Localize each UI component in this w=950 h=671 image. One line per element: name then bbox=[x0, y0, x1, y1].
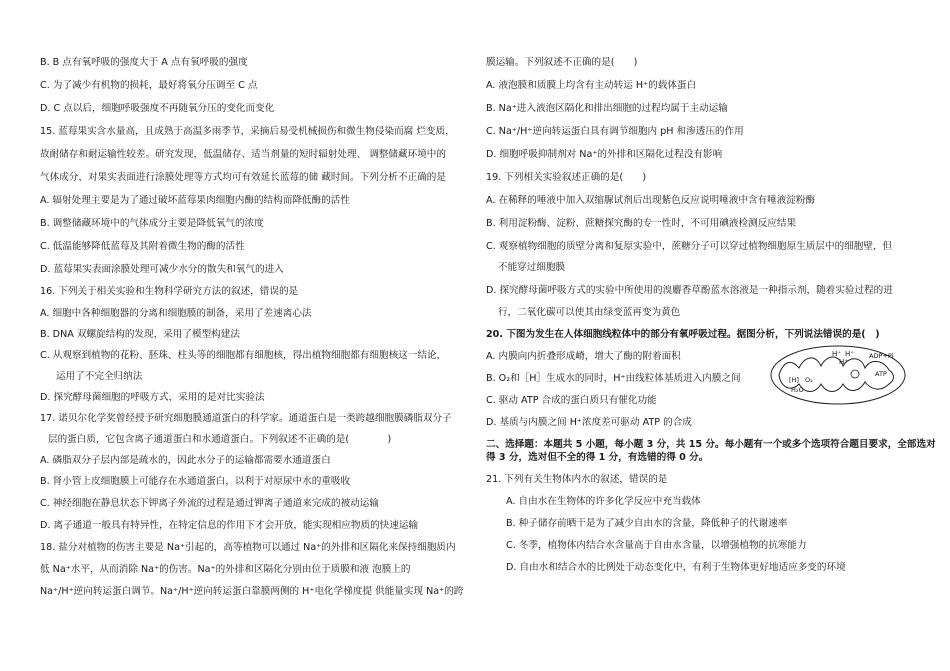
option-b: B. O₂和［H］生成水的同时，H⁺由线粒体基质进入内膜之间 bbox=[486, 373, 741, 384]
question-17-stem: 17. 诺贝尔化学奖曾经授予研究细胞膜通道蛋白的科学家。通道蛋白是一类跨越细胞膜磷脂双分子 bbox=[40, 413, 452, 424]
question-18-stem: 18. 盐分对植物的伤害主要是 Na⁺引起的，高等植物可以通过 Na⁺的外排和区隔化来保持细胞质内 bbox=[40, 542, 456, 553]
diagram-label: ATP bbox=[875, 370, 887, 378]
text-line: 膜运输。下列叙述不正确的是( ) bbox=[486, 57, 638, 68]
text-line: 层的蛋白质，它包含离子通道蛋白和水通道蛋白。下列叙述不正确的是( ) bbox=[48, 434, 392, 445]
diagram-label: H₂O bbox=[791, 386, 804, 394]
text-line: 故耐储存和耐运输性较差。研究发现，低温储存、适当剂量的短时辐射处理、 调整储藏环境中的 bbox=[40, 149, 446, 160]
diagram-label: H⁺ bbox=[845, 350, 854, 358]
option-a: A. 自由水在生物体的许多化学反应中充当载体 bbox=[506, 496, 701, 507]
option-b: B. 肾小管上皮细胞膜上可能存在水通道蛋白，以利于对原尿中水的重吸收 bbox=[40, 476, 351, 487]
option-c: C. 驱动 ATP 合成的蛋白质只有催化功能 bbox=[486, 395, 657, 406]
diagram-label: O₂ bbox=[805, 376, 813, 384]
option-c: C. 低温能够降低蓝莓及其附着微生物的酶的活性 bbox=[40, 241, 245, 252]
option-b: B. 调整储藏环境中的气体成分主要是降低氧气的浓度 bbox=[40, 218, 264, 229]
option-b: B. 利用淀粉酶、淀粉、蔗糖探究酶的专一性时，不可用碘液检测反应结果 bbox=[486, 218, 797, 229]
option-a: A. 液泡膜和质膜上均含有主动转运 H⁺的载体蛋白 bbox=[486, 80, 697, 91]
option-a: A. 辐射处理主要是为了通过破坏蓝莓果肉细胞内酶的结构而降低酶的活性 bbox=[40, 195, 350, 206]
mitochondrion-diagram bbox=[769, 344, 907, 406]
atp-synthase-shape bbox=[851, 370, 859, 378]
option-d: D. 蓝莓果实表面涂膜处理可减少水分的散失和氧气的进入 bbox=[40, 264, 284, 275]
text-line: Na⁺/H⁺逆向转运蛋白调节。Na⁺/H⁺逆向转运蛋白靠膜两侧的 H⁺电化学梯度提 供能量实现 Na⁺的跨 bbox=[40, 586, 464, 597]
text-line: 低 Na⁺水平，从而消除 Na⁺的伤害。Na⁺的外排和区隔化分别由位于质膜和液 泡膜上的 bbox=[40, 564, 411, 575]
question-19-stem: 19. 下列相关实验叙述正确的是( ) bbox=[486, 172, 647, 183]
option-a: A. 在稀释的唾液中加入双缩脲试剂后出现紫色反应说明唾液中含有唾液淀粉酶 bbox=[486, 195, 816, 206]
text-line: D. C 点以后，细胞呼吸强度不再随氧分压的变化而变化 bbox=[40, 103, 275, 114]
option-d: D. 离子通道一般具有特异性，在特定信息的作用下才会开放，能实现相应物质的快速运输 bbox=[40, 520, 419, 531]
option-b: B. Na⁺进入液泡区隔化和排出细胞的过程均属于主动运输 bbox=[486, 103, 728, 114]
section-two-heading: 二、选择题：本题共 5 小题，每小题 3 分，共 15 分。每小题有一个或多个选项符合题目要求，全部选对 bbox=[486, 439, 936, 450]
option-c: C. 冬季，植物体内结合水含量高于自由水含量，以增强植物的抗寒能力 bbox=[506, 540, 807, 551]
question-20-stem: 20. 下图为发生在人体细胞线粒体中的部分有氧呼吸过程。据图分析，下列说法错误的是( ) bbox=[486, 329, 880, 340]
option-d: D. 基质与内膜之间 H⁺浓度差可驱动 ATP 的合成 bbox=[486, 417, 692, 428]
diagram-label: H⁺ bbox=[832, 350, 841, 358]
section-two-heading-cont: 得 3 分，选对但不全的得 1 分，有选错的得 0 分。 bbox=[486, 452, 709, 463]
text-line: 不能穿过细胞膜 bbox=[498, 262, 566, 273]
option-c: C. 观察植物细胞的质壁分离和复原实验中，蔗糖分子可以穿过植物细胞原生质层中的细胞壁，但 bbox=[486, 241, 893, 252]
text-line: 运用了不完全归纳法 bbox=[56, 371, 143, 382]
option-c: C. 神经细胞在静息状态下钾离子外流的过程是通过钾离子通道来完成的被动运输 bbox=[40, 498, 379, 509]
option-d: D. 细胞呼吸抑制剂对 Na⁺的外排和区隔化过程没有影响 bbox=[486, 149, 723, 160]
question-15-stem: 15. 蓝莓果实含水量高，且成熟于高温多雨季节，采摘后易受机械损伤和微生物侵染而腐 烂变质， bbox=[40, 126, 455, 137]
text-line: 行，二氧化碳可以使其由绿变蓝再变为黄色 bbox=[498, 307, 681, 318]
diagram-label: [H] bbox=[789, 376, 799, 384]
text-line: C. 为了减少有机物的损耗，最好将氧分压调至 C 点 bbox=[40, 80, 258, 91]
text-line: B. B 点有氧呼吸的强度大于 A 点有氧呼吸的强度 bbox=[40, 57, 248, 68]
option-c: C. 从观察到植物的花粉、胚珠、柱头等的细胞都有细胞核，得出植物细胞都有细胞核这一结论， bbox=[40, 350, 447, 361]
option-b: B. 种子储存前晒干是为了减少自由水的含量，降低种子的代谢速率 bbox=[506, 518, 788, 529]
text-line: 气体成分、对果实表面进行涂膜处理等方式均可有效延长蓝莓的储 藏时间。下列分析不正确的是 bbox=[40, 172, 446, 183]
option-d: D. 探究酵母菌细胞的呼吸方式，采用的是对比实验法 bbox=[40, 392, 265, 403]
diagram-label: ADP+Pi bbox=[869, 352, 894, 360]
diagram-label: H⁺ bbox=[839, 358, 848, 366]
option-a: A. 磷脂双分子层内部是疏水的，因此水分子的运输都需要水通道蛋白 bbox=[40, 455, 331, 466]
option-d: D. 自由水和结合水的比例处于动态变化中，有利于生物体更好地适应多变的环境 bbox=[506, 562, 846, 573]
question-16-stem: 16. 下列关于相关实验和生物科学研究方法的叙述，错误的是 bbox=[40, 286, 299, 297]
question-21-stem: 21. 下列有关生物体内水的叙述，错误的是 bbox=[486, 474, 668, 485]
option-b: B. DNA 双螺旋结构的发现，采用了模型构建法 bbox=[40, 329, 240, 340]
option-c: C. Na⁺/H⁺逆向转运蛋白具有调节细胞内 pH 和渗透压的作用 bbox=[486, 126, 744, 137]
option-a: A. 内膜向内折叠形成嵴，增大了酶的附着面积 bbox=[486, 351, 681, 362]
option-a: A. 细胞中各种细胞器的分离和细胞膜的制备，采用了差速离心法 bbox=[40, 308, 312, 319]
option-d: D. 探究酵母菌呼吸方式的实验中所使用的溴麝香草酚蓝水溶液是一种指示剂，随着实验过程的进 bbox=[486, 285, 893, 296]
